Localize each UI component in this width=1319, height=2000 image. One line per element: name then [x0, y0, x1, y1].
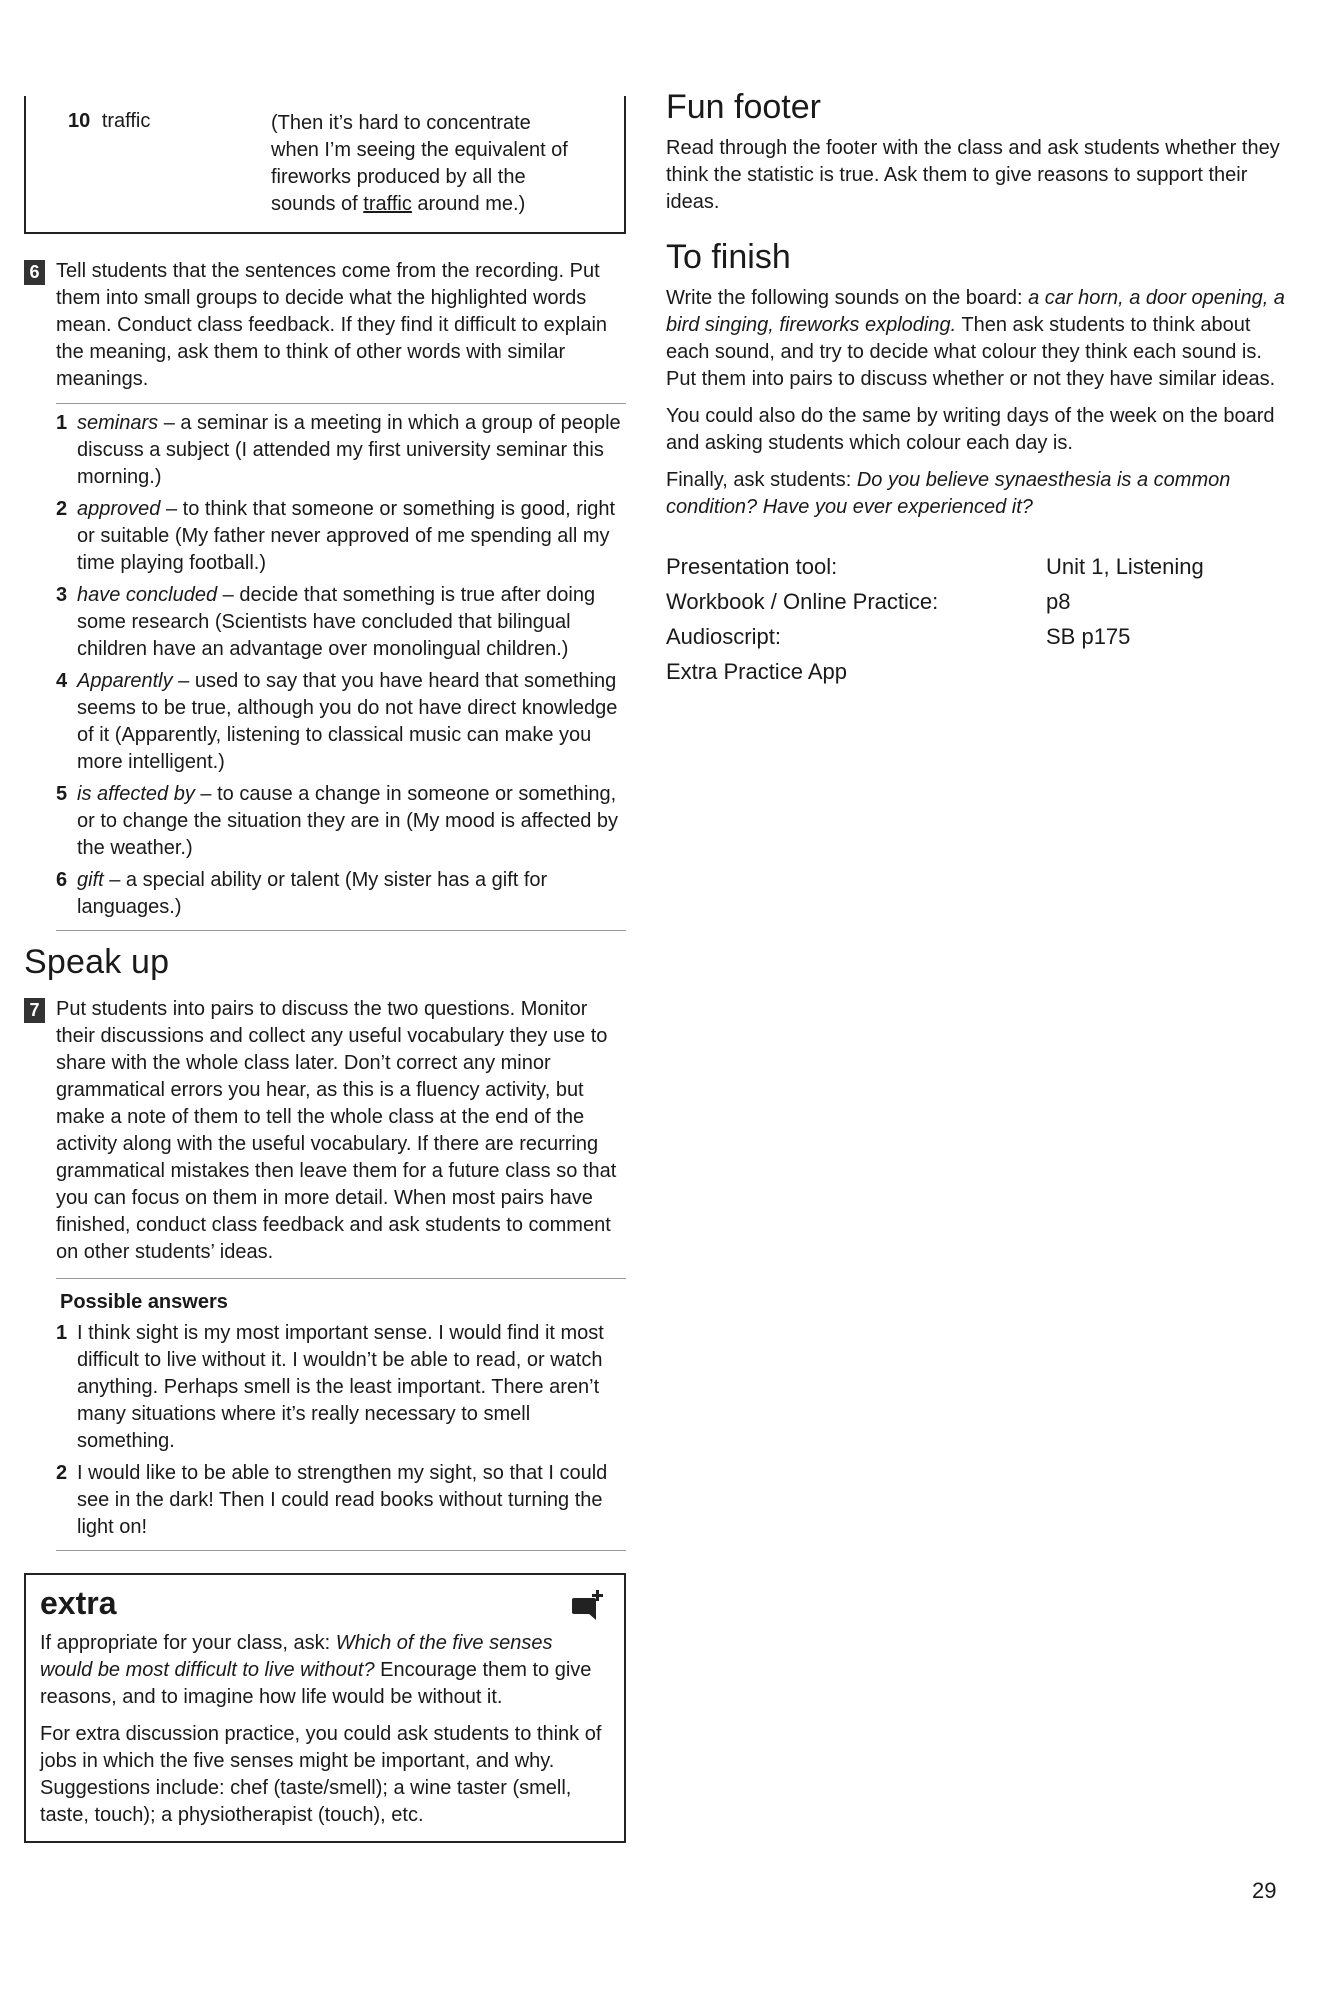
- resource-row: Workbook / Online Practice: p8: [666, 589, 1071, 614]
- to-finish-paragraph-3: Finally, ask students: Do you believe synaesthesia is a common condition? Have you ever experienced it?: [666, 469, 1231, 518]
- answer-text: I think sight is my most important sense. I would find it most difficult to live without it. I wouldn’t be able to read, or watch anything. Perhaps smell is the least important. There aren’t many situations where it’s really necessary to smell something.: [77, 1322, 604, 1452]
- list-item: 6 gift – a special ability or talent (My sister has a gift for languages.): [56, 869, 548, 918]
- answer-word-number: 10: [68, 110, 91, 132]
- answer-text-after: around me.): [411, 193, 526, 215]
- speak-up-heading: Speak up: [24, 943, 170, 981]
- to-finish-paragraph-2: You could also do the same by writing days of the week on the board and asking students which colour each day is.: [666, 405, 1275, 454]
- task-number-badge: 6: [24, 260, 45, 285]
- answer-text-before: (Then it’s hard to concentrate when I’m seeing the equivalent of fireworks produced by all the sounds of: [271, 112, 568, 215]
- task-7: [24, 996, 626, 1266]
- vocab-definition: – to think that someone or something is good, right or suitable (My father never approved of me spending all my time playing football.): [77, 498, 616, 574]
- fun-footer-text: Read through the footer with the class and ask students whether they think the statistic is true. Ask them to give reasons to support their ideas.: [666, 137, 1280, 213]
- task-7-instructions: Put students into pairs to discuss the two questions. Monitor their discussions and collect any useful vocabulary they use to share with the whole class later. Don’t correct any minor grammatical errors you hear, as this is a fluency activity, but make a note of them to tell the whole class at the end of the activity along with the useful vocabulary. If there are recurring grammatical mistakes then leave them for a future class so that you can focus on them in more detail. When most pairs have finished, conduct class feedback and ask students to comment on other students’ ideas.: [56, 998, 617, 1263]
- vocab-definition: – to cause a change in someone or something, or to change the situation they are in (My mood is affected by the weather.): [77, 783, 619, 859]
- possible-answers-list: [24, 1320, 626, 1550]
- vocab-definition: – a special ability or talent (My sister has a gift for languages.): [77, 869, 548, 918]
- vocab-term: approved: [77, 498, 161, 520]
- extra-paragraph-2: For extra discussion practice, you could ask students to think of jobs in which the five senses might be important, and why. Suggestions include: chef (taste/smell); a wine taster (smell, taste, touch); a physiotherapist (touch), etc.: [40, 1723, 602, 1826]
- to-finish-heading: To finish: [666, 238, 791, 276]
- page-number: 29: [1252, 1878, 1277, 1903]
- list-item: 3 have concluded – decide that something is true after doing some research (Scientists have concluded that bilingual children have an advantage over monolingual children.): [56, 584, 596, 660]
- vocab-term: have concluded: [77, 584, 218, 606]
- answer-word: [68, 110, 271, 218]
- vocab-definition: – used to say that you have heard that something seems to be true, although you do not have direct knowledge of it (Apparently, listening to classical music can make you more intelligent.): [77, 670, 618, 773]
- answer-text: I would like to be able to strengthen my sight, so that I could see in the dark! Then I could read books without turning the light on!: [77, 1462, 608, 1538]
- resource-row: Audioscript: SB p175: [666, 624, 1131, 649]
- to-finish-paragraph-1: Write the following sounds on the board: a car horn, a door opening, a bird singing, fireworks exploding. Then ask students to think about each sound, and try to decide what colour they think each sound is. Put them into pairs to discuss whether or not they have similar ideas.: [666, 287, 1285, 390]
- right-column: [666, 88, 1286, 689]
- task-6-instructions: Tell students that the sentences come from the recording. Put them into small groups to decide what the highlighted words mean. Conduct class feedback. If they find it difficult to explain the meaning, ask them to think of other words with similar meanings.: [56, 260, 608, 390]
- list-item: 1 seminars – a seminar is a meeting in which a group of people discuss a subject (I attended my first university seminar this morning.): [56, 412, 621, 488]
- divider: [56, 1550, 626, 1551]
- vocab-definition: – a seminar is a meeting in which a group of people discuss a subject (I attended my first university seminar this morning.): [77, 412, 621, 488]
- answer-underlined-word: traffic: [363, 193, 412, 215]
- list-item: 5 is affected by – to cause a change in someone or something, or to change the situation they are in (My mood is affected by the weather.): [56, 783, 619, 859]
- vocab-term: is affected by: [77, 783, 195, 805]
- list-item: 2 approved – to think that someone or something is good, right or suitable (My father never approved of me spending all my time playing football.): [56, 498, 616, 574]
- vocab-term: gift: [77, 869, 104, 891]
- list-item: 2 I would like to be able to strengthen my sight, so that I could see in the dark! Then I could read books without turning the light on!: [56, 1460, 626, 1541]
- left-column: [24, 96, 626, 1843]
- vocab-term: Apparently: [77, 670, 173, 692]
- resource-row: Extra Practice App: [666, 659, 847, 684]
- list-item: 4 Apparently – used to say that you have heard that something seems to be true, although you do not have direct knowledge of it (Apparently, listening to classical music can make you more intelligent.): [56, 670, 618, 773]
- vocabulary-answer-list: [24, 404, 626, 930]
- fun-footer-heading: Fun footer: [666, 88, 821, 126]
- possible-answers-heading: Possible answers: [60, 1291, 228, 1313]
- extra-title: extra: [40, 1585, 117, 1621]
- answer-explanation: [271, 110, 581, 218]
- divider: [56, 930, 626, 931]
- vocab-term: seminars: [77, 412, 159, 434]
- resource-row: Presentation tool: Unit 1, Listening: [666, 554, 1204, 579]
- speech-bubble-plus-icon: [570, 1589, 604, 1626]
- answer-continuation-box: [24, 96, 626, 234]
- vocab-definition: – decide that something is true after doing some research (Scientists have concluded that bilingual children have an advantage over monolingual children.): [77, 584, 596, 660]
- answer-word-text: traffic: [101, 110, 151, 132]
- extra-paragraph-1: If appropriate for your class, ask: Which of the five senses would be most difficult to live without? Encourage them to give reasons, and to imagine how life would be without it.: [40, 1632, 592, 1708]
- extra-box: [24, 1573, 626, 1843]
- task-6: [24, 258, 626, 393]
- resources-table: [666, 549, 1286, 689]
- list-item: 1 I think sight is my most important sense. I would find it most difficult to live without it. I wouldn’t be able to read, or watch anything. Perhaps smell is the least important. There aren’t many situations where it’s really necessary to smell something.: [56, 1320, 626, 1455]
- task-number-badge: 7: [24, 998, 45, 1023]
